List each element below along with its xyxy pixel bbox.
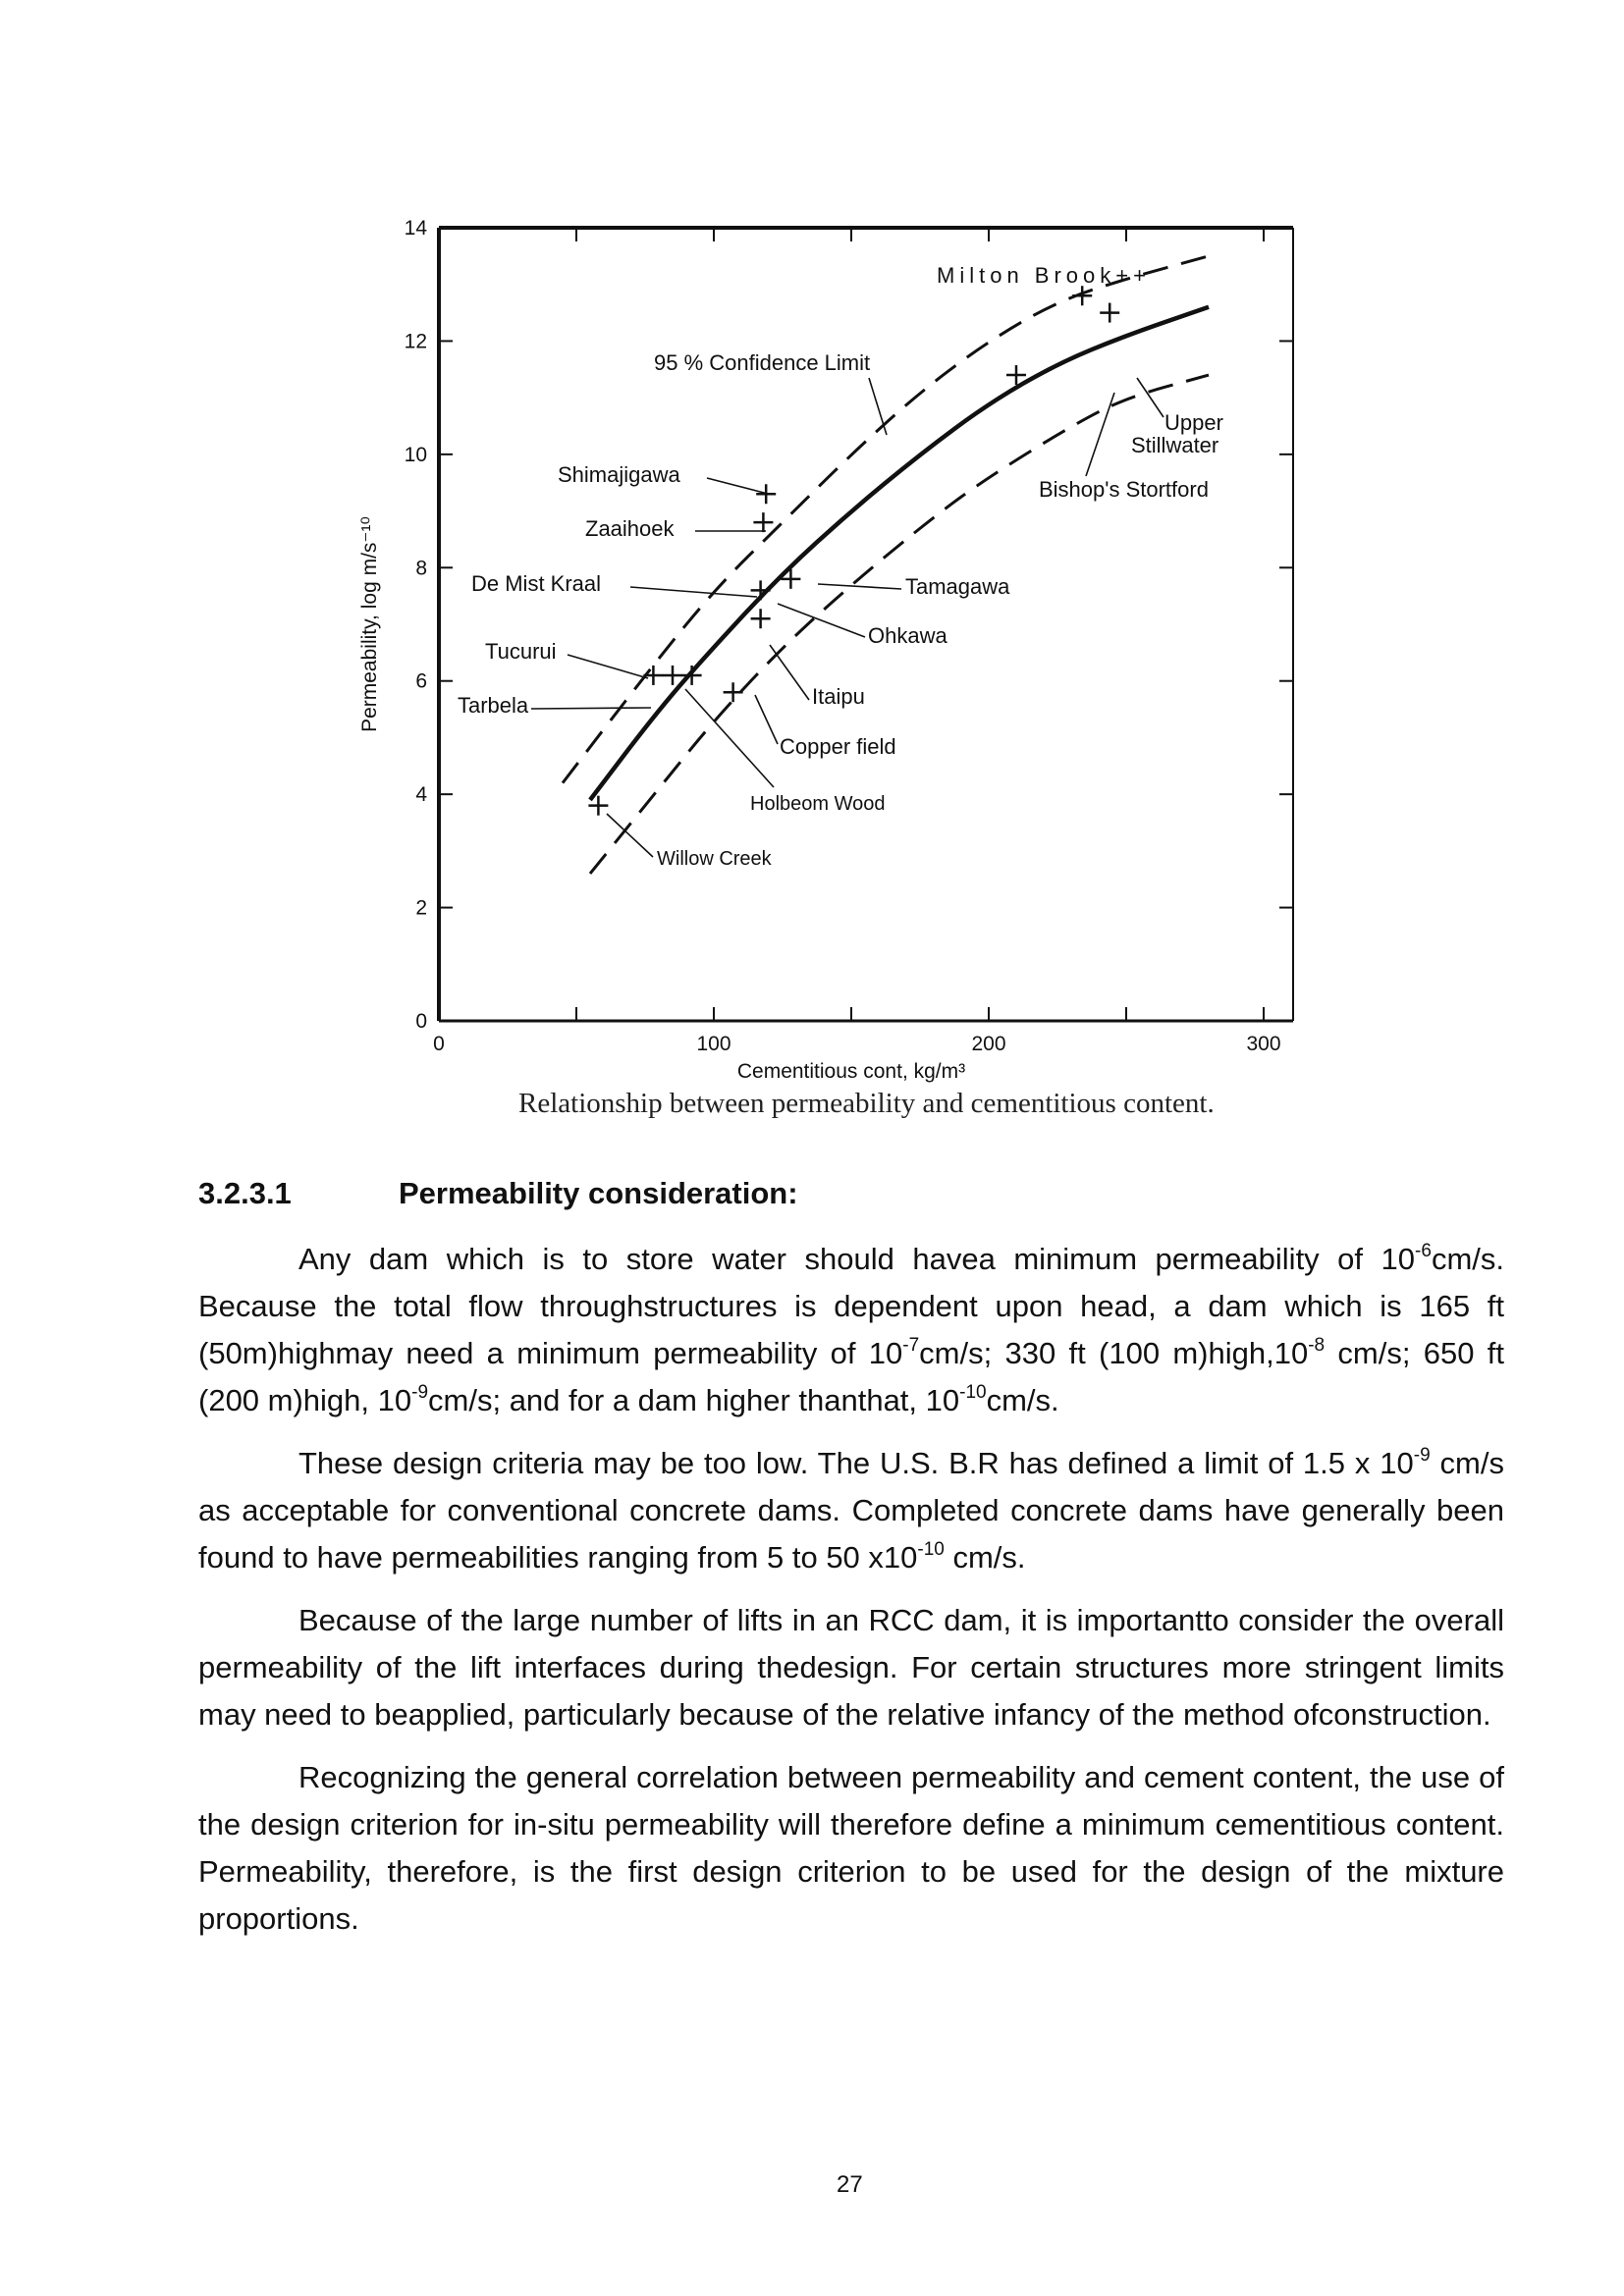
data-point — [751, 609, 771, 628]
paragraph-3 — [198, 1597, 1504, 1738]
annotation-tucurui: Tucurui — [485, 639, 557, 664]
superscript: -10 — [917, 1539, 945, 1560]
superscript: -8 — [1308, 1335, 1326, 1356]
text-run: These design criteria may be too low. The U.S. B.R has defined a limit of 1.5 x 10 — [298, 1446, 1414, 1480]
page-number: 27 — [837, 2171, 863, 2198]
leader-willow-creek — [607, 814, 653, 857]
permeability-chart — [334, 201, 1335, 1134]
annotation-tamagawa: Tamagawa — [905, 574, 1010, 599]
leader-ohkawa — [778, 604, 865, 637]
body-text — [198, 1236, 1504, 1958]
superscript: -10 — [959, 1382, 987, 1403]
leader-copper-field — [755, 695, 778, 744]
y-tick-label: 0 — [415, 1010, 427, 1033]
paragraph-4 — [198, 1754, 1504, 1943]
y-tick-label: 8 — [415, 557, 427, 580]
data-point — [663, 666, 682, 685]
x-tick-label: 0 — [433, 1033, 445, 1055]
series-regression-line — [590, 307, 1209, 800]
text-run: Any dam which is to store water should havea minimum permeability of 10 — [298, 1242, 1416, 1276]
superscript: -7 — [902, 1335, 920, 1356]
text-run: cm/s. Because the total flow throughstructures is dependent upon head, a dam which is 165 ft (50m)highmay need a minimum permeability of 10 — [198, 1242, 1504, 1370]
annotation-tarbela: Tarbela — [458, 693, 529, 718]
paragraph-1 — [198, 1236, 1504, 1424]
text-run: cm/s. — [986, 1383, 1059, 1417]
leader-shimajigawa — [707, 478, 768, 494]
y-axis-title: Permeability, log m/s⁻¹⁰ — [358, 516, 381, 732]
y-tick-label: 4 — [415, 783, 427, 807]
leader-lines — [531, 378, 1164, 857]
paragraph-2 — [198, 1440, 1504, 1581]
annotation-de-mist-kraal: De Mist Kraal — [471, 571, 602, 596]
annotation-zaaihoek: Zaaihoek — [585, 516, 675, 541]
annotation-ohkawa: Ohkawa — [868, 623, 947, 648]
annotation-willow-creek: Willow Creek — [657, 848, 772, 870]
y-tick-label: 6 — [415, 669, 427, 693]
data-point — [724, 682, 743, 702]
annotation-confidence-limit: 95 % Confidence Limit — [654, 350, 871, 375]
data-point — [753, 512, 773, 532]
superscript: -9 — [411, 1382, 429, 1403]
data-point — [1100, 303, 1119, 323]
series-layer — [563, 256, 1209, 874]
annotation-bishops-stortford: Bishop's Stortford — [1039, 477, 1209, 502]
annotation-shimajigawa: Shimajigawa — [558, 462, 680, 487]
leader-itaipu — [770, 645, 809, 700]
annotation-copper-field: Copper field — [780, 734, 896, 759]
leader-de-mist-kraal — [630, 587, 757, 597]
y-tick-label: 14 — [404, 217, 427, 240]
leader-tamagawa — [818, 584, 901, 589]
leader-bishops-stortford — [1086, 393, 1114, 476]
text-run: cm/s; and for a dam higher thanthat, 10 — [428, 1383, 960, 1417]
annotation-holbeom-wood: Holbeom Wood — [750, 793, 886, 815]
x-tick-label: 300 — [1246, 1033, 1281, 1055]
text-run: Because of the large number of lifts in an RCC dam, it is importantto consider the overall permeability of the lift interfaces during thedesign. For certain structures more stringent limits may need to beapplied, particularly because of the relative infancy of the method ofconstruction. — [198, 1603, 1504, 1732]
data-point — [643, 666, 663, 685]
text-run: cm/s. — [944, 1540, 1026, 1575]
superscript: -9 — [1413, 1445, 1431, 1466]
leader-tucurui — [568, 655, 648, 678]
y-tick-label: 2 — [415, 896, 427, 920]
annotation-itaipu: Itaipu — [812, 684, 865, 709]
annotation-milton-brook: Milton Brook++ — [937, 263, 1151, 288]
section-title: Permeability consideration: — [399, 1176, 798, 1210]
figure-caption: Relationship between permeability and cementitious content. — [518, 1088, 1215, 1119]
text-run: Recognizing the general correlation between permeability and cement content, the use of the design criterion for in-situ permeability will therefore define a minimum cementitious content. Permeability, therefore, is the first design criterion to be used for the design of the mixture proportions. — [198, 1760, 1504, 1936]
annotation-upper: Upper — [1164, 410, 1223, 435]
x-axis-title: Cementitious cont, kg/m³ — [736, 1060, 966, 1083]
y-tick-label: 10 — [404, 443, 427, 466]
leader-upper-stillwater — [1137, 378, 1164, 417]
x-tick-label: 100 — [696, 1033, 731, 1055]
y-tick-label: 12 — [404, 330, 427, 353]
section-number: 3.2.3.1 — [198, 1176, 292, 1210]
superscript: -6 — [1415, 1241, 1432, 1261]
section-heading — [198, 1176, 798, 1211]
data-point — [1072, 286, 1092, 305]
annotation-stillwater: Stillwater — [1131, 433, 1219, 457]
leader-tarbela — [531, 708, 651, 709]
text-run: cm/s as acceptable for conventional concrete dams. Completed concrete dams have generally been found to have permeabilities ranging from 5 to 50 x10 — [198, 1446, 1504, 1575]
text-run: cm/s; 650 ft (200 m)high, 10 — [198, 1336, 1504, 1417]
permeability-figure — [334, 201, 1335, 1134]
leader-confidence-limit — [869, 378, 887, 435]
x-tick-label: 200 — [971, 1033, 1006, 1055]
text-run: cm/s; 330 ft (100 m)high,10 — [919, 1336, 1309, 1370]
